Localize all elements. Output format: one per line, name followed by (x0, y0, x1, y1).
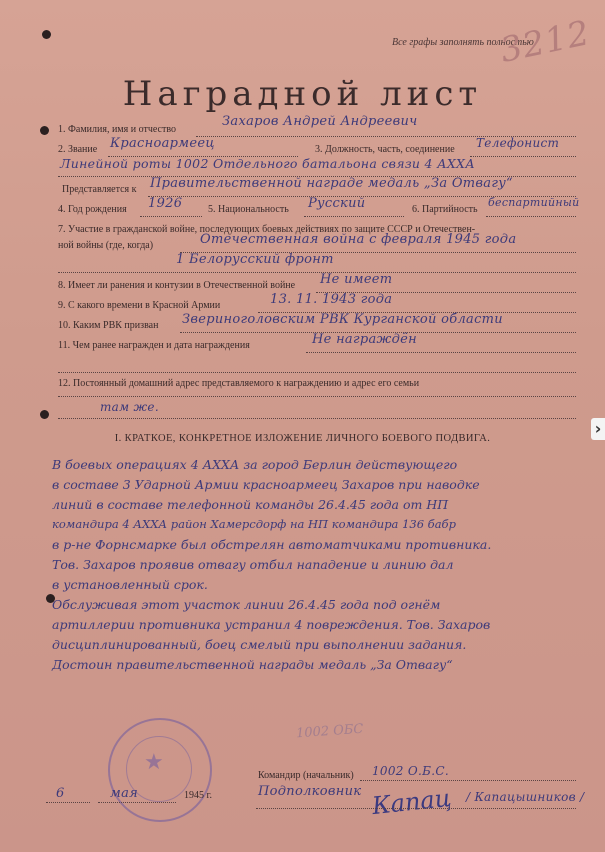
story-line: Достоин правительственной награды медаль „За Отвагу“ (52, 657, 453, 672)
field-7-label-cont: ной войны (где, когда) (58, 240, 154, 251)
punch-hole (40, 126, 49, 135)
field-1-label: 1. Фамилия, имя и отчество (58, 124, 177, 135)
story-line: артиллерии противника устранил 4 повреждения. Тов. Захаров (52, 617, 491, 632)
field-7-value-cont: 1 Белорусский фронт (176, 252, 334, 267)
story-line: Тов. Захаров проявив отвагу отбил нападение и линию дал (52, 557, 454, 572)
field-10-value: Звериноголовским РВК Курганской области (182, 312, 503, 327)
commander-signature: Капац (370, 783, 453, 821)
story-line: дисциплинированный, боец смелый при выполнении задания. (52, 637, 467, 652)
field-line (306, 352, 576, 353)
field-2-label: 2. Звание (58, 144, 98, 155)
date-year: 1945 г. (184, 790, 212, 801)
fill-all-note: Все графы заполнять полностью. (392, 37, 537, 48)
field-4-value: 1926 (148, 196, 183, 211)
date-day: 6 (56, 786, 65, 801)
date-month: мая (110, 786, 139, 801)
field-7-label: 7. Участие в гражданской войне, последующих боевых действиях по защите СССР и Отечествен- (58, 224, 476, 235)
story-line: в составе 3 Ударной Армии красноармеец Захаров при наводке (52, 477, 480, 492)
story-line: в р-не Форнсмарке был обстрелян автоматчиками противника. (52, 537, 492, 552)
field-line (58, 372, 576, 373)
commander-unit: 1002 О.Б.С. (372, 764, 449, 778)
star-icon: ★ (144, 750, 164, 775)
commander-rank: Подполковник (258, 784, 362, 799)
field-8-value: Не имеет (320, 272, 393, 287)
field-12-value: там же. (100, 400, 159, 414)
next-page-arrow[interactable]: › (591, 418, 605, 440)
story-line: Обслуживая этот участок линии 26.4.45 года под огнём (52, 597, 441, 612)
field-line (256, 808, 576, 809)
field-7-value: Отечественная война с февраля 1945 года (200, 232, 517, 247)
document-number: 3212 (496, 13, 594, 71)
field-2-value: Красноармеец (110, 136, 215, 151)
field-5-label: 5. Национальность (208, 204, 289, 215)
field-12-label: 12. Постоянный домашний адрес представляемого к награждению и адрес его семьи (58, 378, 420, 389)
commander-name: / Капацышников / (466, 790, 585, 804)
field-11-value: Не награждён (312, 332, 417, 347)
field-6-value: беспартийный (488, 196, 580, 209)
official-stamp (108, 718, 212, 822)
field-10-label: 10. Каким РВК призван (58, 320, 159, 331)
present-value: Правительственной награде медаль „За Отвагу“ (150, 176, 513, 191)
field-4-label: 4. Год рождения (58, 204, 127, 215)
field-8-label: 8. Имеет ли ранения и контузии в Отечественной войне (58, 280, 296, 291)
field-6-label: 6. Партийность (412, 204, 478, 215)
field-3-label: 3. Должность, часть, соединение (315, 144, 455, 155)
faded-stamp-text: 1002 ОБС (295, 721, 364, 742)
field-line (98, 802, 176, 803)
feat-description (52, 457, 592, 677)
field-line (360, 780, 576, 781)
story-line: линий в составе телефонной команды 26.4.45 года от НП (52, 497, 449, 512)
field-line (486, 216, 576, 217)
field-line (58, 272, 576, 273)
field-line (304, 216, 404, 217)
field-11-label: 11. Чем ранее награжден и дата награждения (58, 340, 250, 351)
story-line: в установленный срок. (52, 577, 208, 592)
field-line (46, 802, 90, 803)
field-3-value: Телефонист (476, 136, 560, 150)
section-title: I. КРАТКОЕ, КОНКРЕТНОЕ ИЗЛОЖЕНИЕ ЛИЧНОГО БОЕВОГО ПОДВИГА. (114, 433, 491, 444)
field-line (140, 216, 202, 217)
document-title: Наградной лист (122, 74, 483, 114)
field-line (58, 418, 576, 419)
field-line (470, 156, 576, 157)
story-line: командира 4 АХХА район Хамерсдорф на НП командира 136 бабр (52, 517, 456, 531)
present-label: Представляется к (62, 184, 137, 195)
story-line: В боевых операциях 4 АХХА за город Берлин действующего (52, 457, 458, 472)
field-9-value: 13. 11. 1943 года (270, 292, 393, 307)
field-line (58, 396, 576, 397)
field-5-value: Русский (308, 196, 366, 211)
commander-label: Командир (начальник) (258, 770, 354, 781)
punch-hole (42, 30, 51, 39)
field-3-value-cont: Линейной роты 1002 Отдельного батальона связи 4 АХХА (60, 156, 476, 171)
punch-hole (40, 410, 49, 419)
field-1-value: Захаров Андрей Андреевич (222, 114, 418, 129)
field-9-label: 9. С какого времени в Красной Армии (58, 300, 221, 311)
